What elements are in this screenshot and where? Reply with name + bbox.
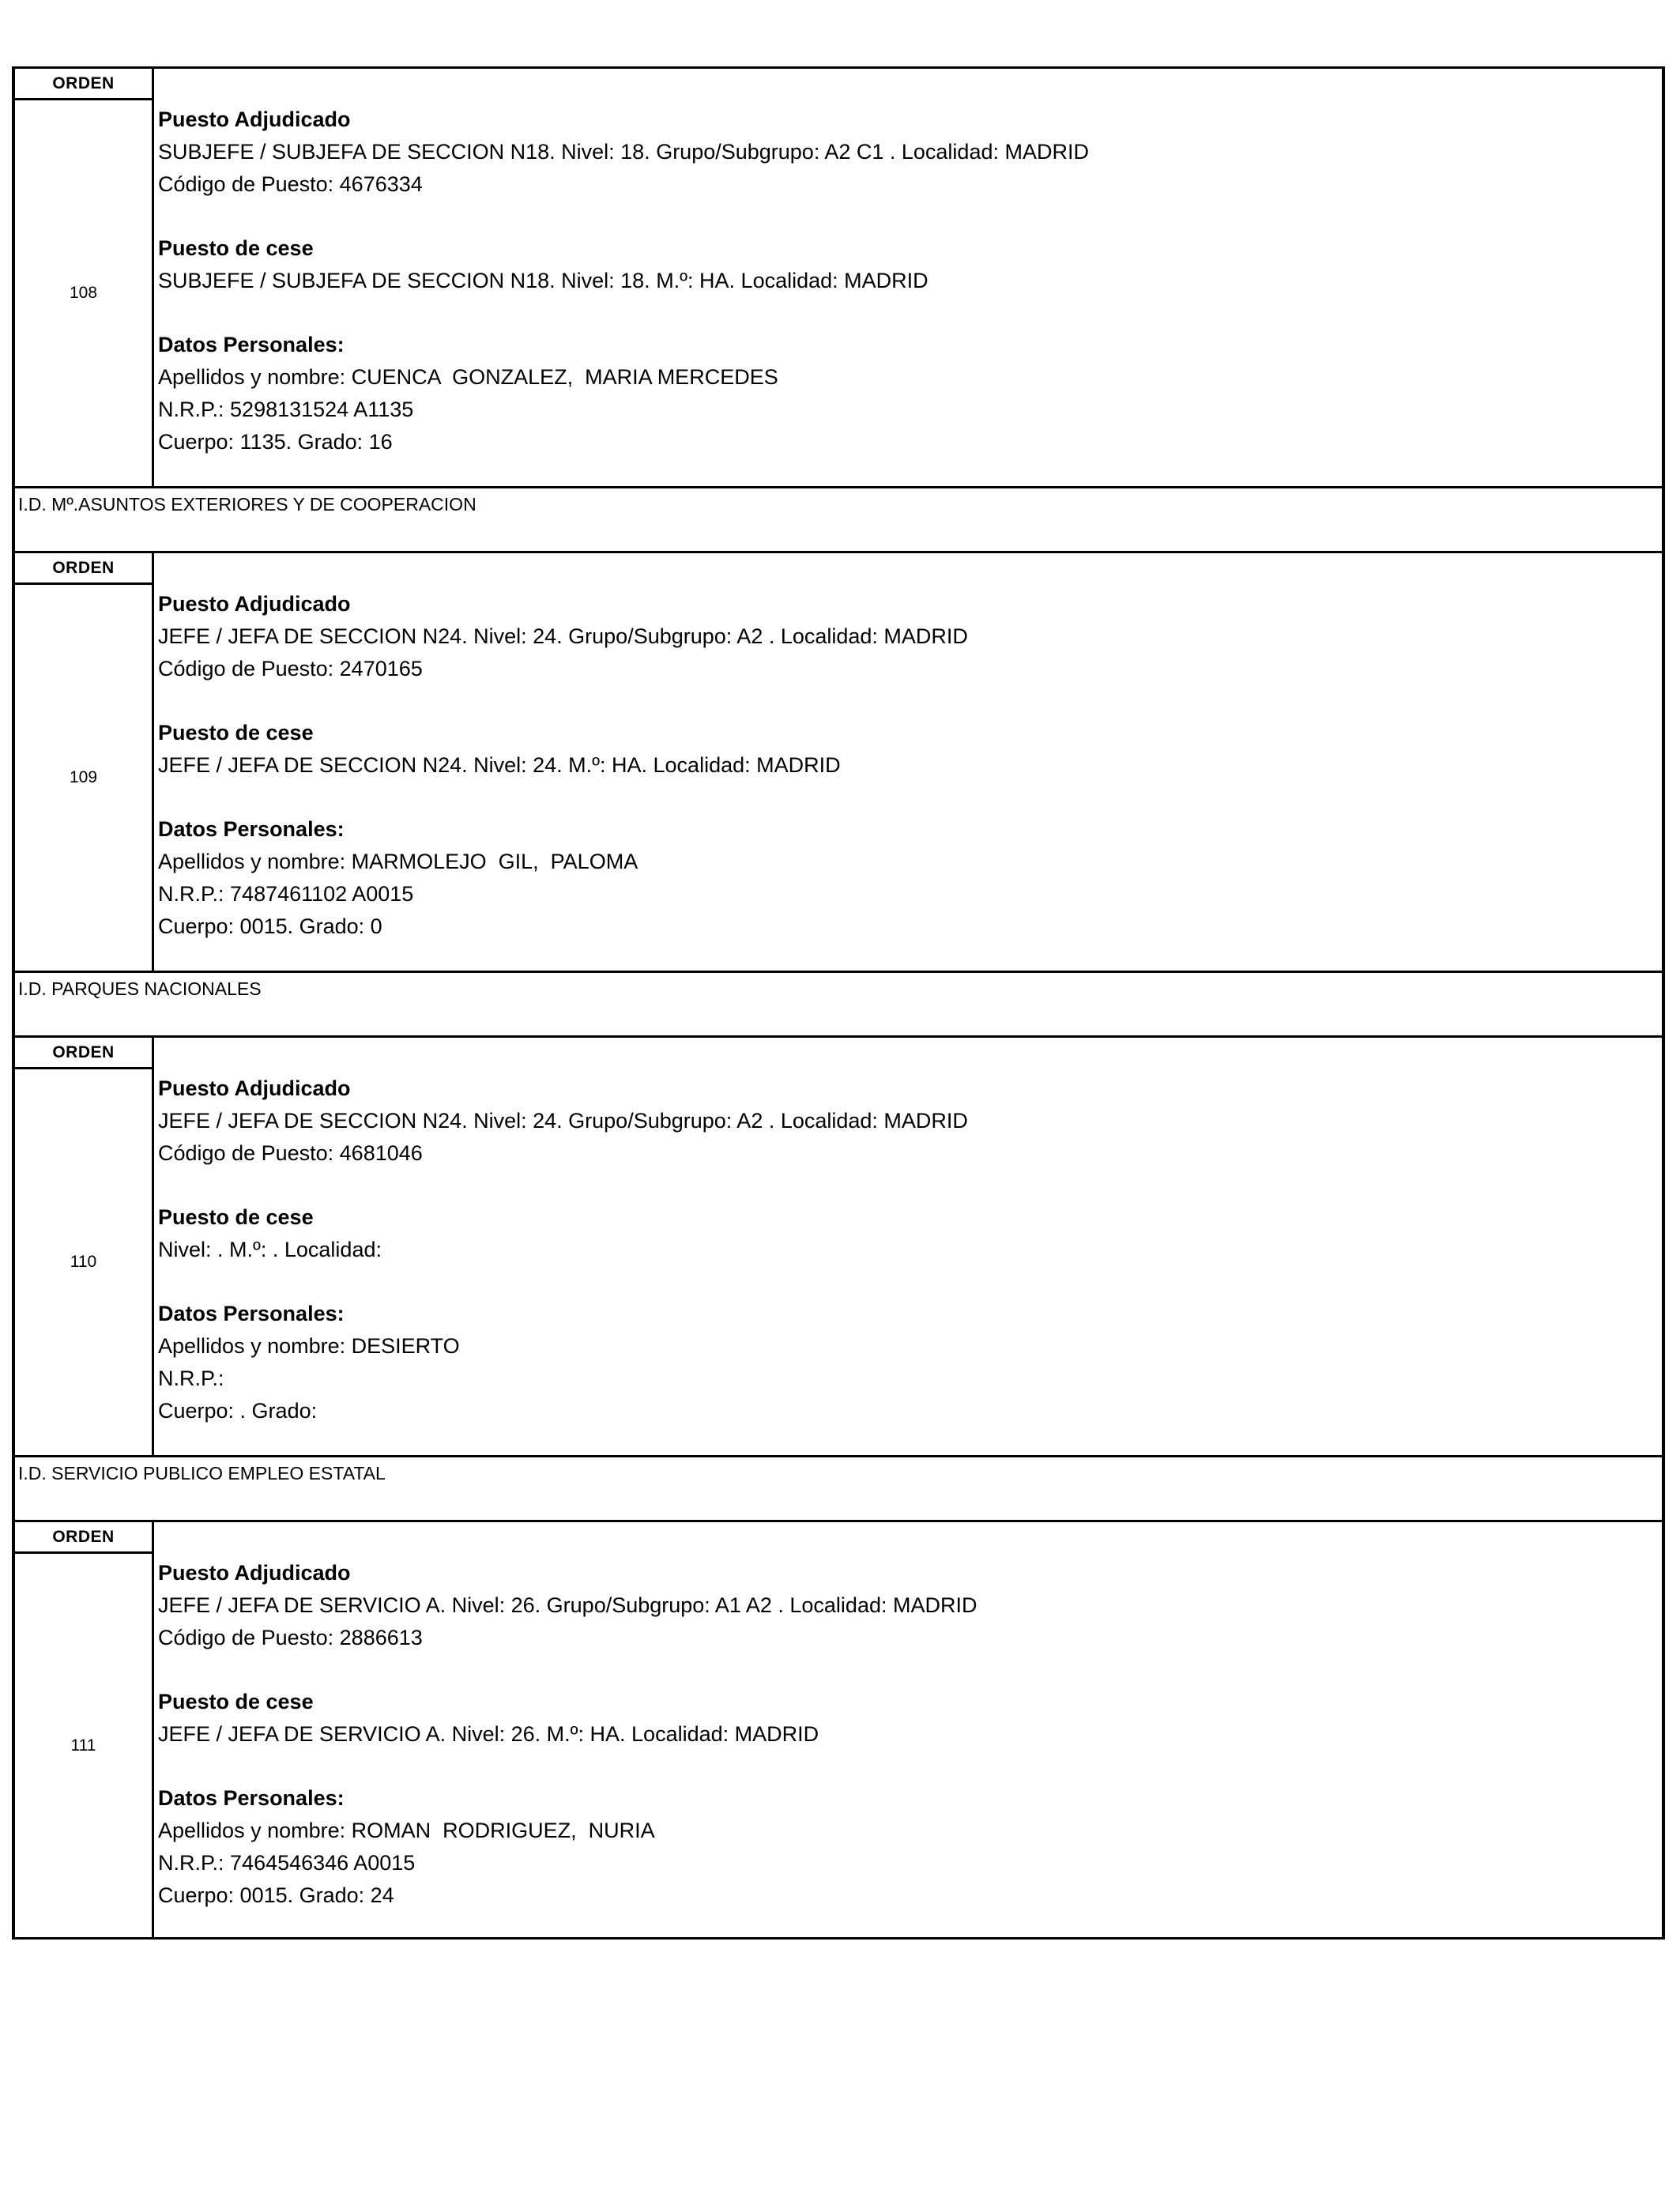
- orden-header: ORDEN: [15, 1522, 152, 1554]
- puesto-adjudicado-heading: Puesto Adjudicado: [158, 592, 351, 616]
- section-heading: I.D. PARQUES NACIONALES: [12, 971, 1665, 1035]
- entry-details: [154, 69, 1662, 486]
- puesto-adjudicado-heading: Puesto Adjudicado: [158, 107, 351, 131]
- entry-details: [154, 1522, 1662, 1937]
- orden-number: 108: [69, 284, 98, 302]
- puesto-adjudicado-text: JEFE / JEFA DE SERVICIO A. Nivel: 26. Grupo/Subgrupo: A1 A2 . Localidad: MADRID: [158, 1593, 977, 1617]
- orden-column: [15, 69, 154, 486]
- puesto-adjudicado-text: JEFE / JEFA DE SECCION N24. Nivel: 24. Grupo/Subgrupo: A2 . Localidad: MADRID: [158, 624, 968, 648]
- entry-details: [154, 1038, 1662, 1455]
- orden-column: [15, 1038, 154, 1455]
- nrp: N.R.P.:: [158, 1367, 224, 1390]
- apellidos-nombre: Apellidos y nombre: CUENCA GONZALEZ, MARIA MERCEDES: [158, 365, 778, 389]
- cuerpo-grado: Cuerpo: 0015. Grado: 24: [158, 1883, 394, 1907]
- datos-personales-heading: Datos Personales:: [158, 1786, 345, 1810]
- apellidos-nombre: Apellidos y nombre: DESIERTO: [158, 1334, 460, 1358]
- nrp: N.R.P.: 7487461102 A0015: [158, 882, 414, 906]
- section-heading: I.D. SERVICIO PUBLICO EMPLEO ESTATAL: [12, 1455, 1665, 1520]
- entry-block: [12, 1035, 1665, 1455]
- cuerpo-grado: Cuerpo: . Grado:: [158, 1399, 318, 1423]
- apellidos-nombre: Apellidos y nombre: ROMAN RODRIGUEZ, NURIA: [158, 1819, 655, 1842]
- entry-block: [12, 551, 1665, 971]
- apellidos-nombre: Apellidos y nombre: MARMOLEJO GIL, PALOMA: [158, 850, 638, 873]
- cuerpo-grado: Cuerpo: 1135. Grado: 16: [158, 430, 393, 454]
- nrp: N.R.P.: 5298131524 A1135: [158, 398, 414, 421]
- puesto-adjudicado-text: SUBJEFE / SUBJEFA DE SECCION N18. Nivel: 18. Grupo/Subgrupo: A2 C1 . Localidad: MADRID: [158, 140, 1089, 164]
- entry-block: [12, 66, 1665, 486]
- codigo-puesto: Código de Puesto: 4676334: [158, 172, 423, 196]
- orden-header: ORDEN: [15, 69, 152, 100]
- puesto-adjudicado-heading: Puesto Adjudicado: [158, 1076, 351, 1100]
- orden-header: ORDEN: [15, 553, 152, 585]
- codigo-puesto: Código de Puesto: 2470165: [158, 657, 423, 680]
- orden-number: 109: [69, 768, 98, 786]
- orden-header: ORDEN: [15, 1038, 152, 1069]
- puesto-adjudicado-text: JEFE / JEFA DE SECCION N24. Nivel: 24. Grupo/Subgrupo: A2 . Localidad: MADRID: [158, 1109, 968, 1133]
- codigo-puesto: Código de Puesto: 4681046: [158, 1141, 423, 1165]
- puesto-adjudicado-heading: Puesto Adjudicado: [158, 1561, 351, 1585]
- datos-personales-heading: Datos Personales:: [158, 1302, 345, 1325]
- datos-personales-heading: Datos Personales:: [158, 817, 345, 841]
- entry-details: [154, 553, 1662, 971]
- puesto-cese-text: Nivel: . M.º: . Localidad:: [158, 1238, 382, 1261]
- puesto-cese-text: JEFE / JEFA DE SERVICIO A. Nivel: 26. M.º: HA. Localidad: MADRID: [158, 1722, 819, 1746]
- cuerpo-grado: Cuerpo: 0015. Grado: 0: [158, 914, 382, 938]
- puesto-cese-heading: Puesto de cese: [158, 236, 314, 260]
- nrp: N.R.P.: 7464546346 A0015: [158, 1851, 416, 1875]
- orden-column: [15, 553, 154, 971]
- puesto-cese-heading: Puesto de cese: [158, 721, 314, 745]
- puesto-cese-text: JEFE / JEFA DE SECCION N24. Nivel: 24. M.º: HA. Localidad: MADRID: [158, 753, 841, 777]
- codigo-puesto: Código de Puesto: 2886613: [158, 1626, 423, 1649]
- puesto-cese-heading: Puesto de cese: [158, 1690, 314, 1713]
- document-table: [12, 66, 1665, 1940]
- puesto-cese-text: SUBJEFE / SUBJEFA DE SECCION N18. Nivel: 18. M.º: HA. Localidad: MADRID: [158, 269, 929, 292]
- datos-personales-heading: Datos Personales:: [158, 333, 345, 356]
- orden-number: 111: [70, 1736, 96, 1755]
- section-heading: I.D. Mº.ASUNTOS EXTERIORES Y DE COOPERACION: [12, 486, 1665, 551]
- orden-column: [15, 1522, 154, 1937]
- puesto-cese-heading: Puesto de cese: [158, 1205, 314, 1229]
- orden-number: 110: [70, 1253, 97, 1271]
- entry-block: [12, 1520, 1665, 1940]
